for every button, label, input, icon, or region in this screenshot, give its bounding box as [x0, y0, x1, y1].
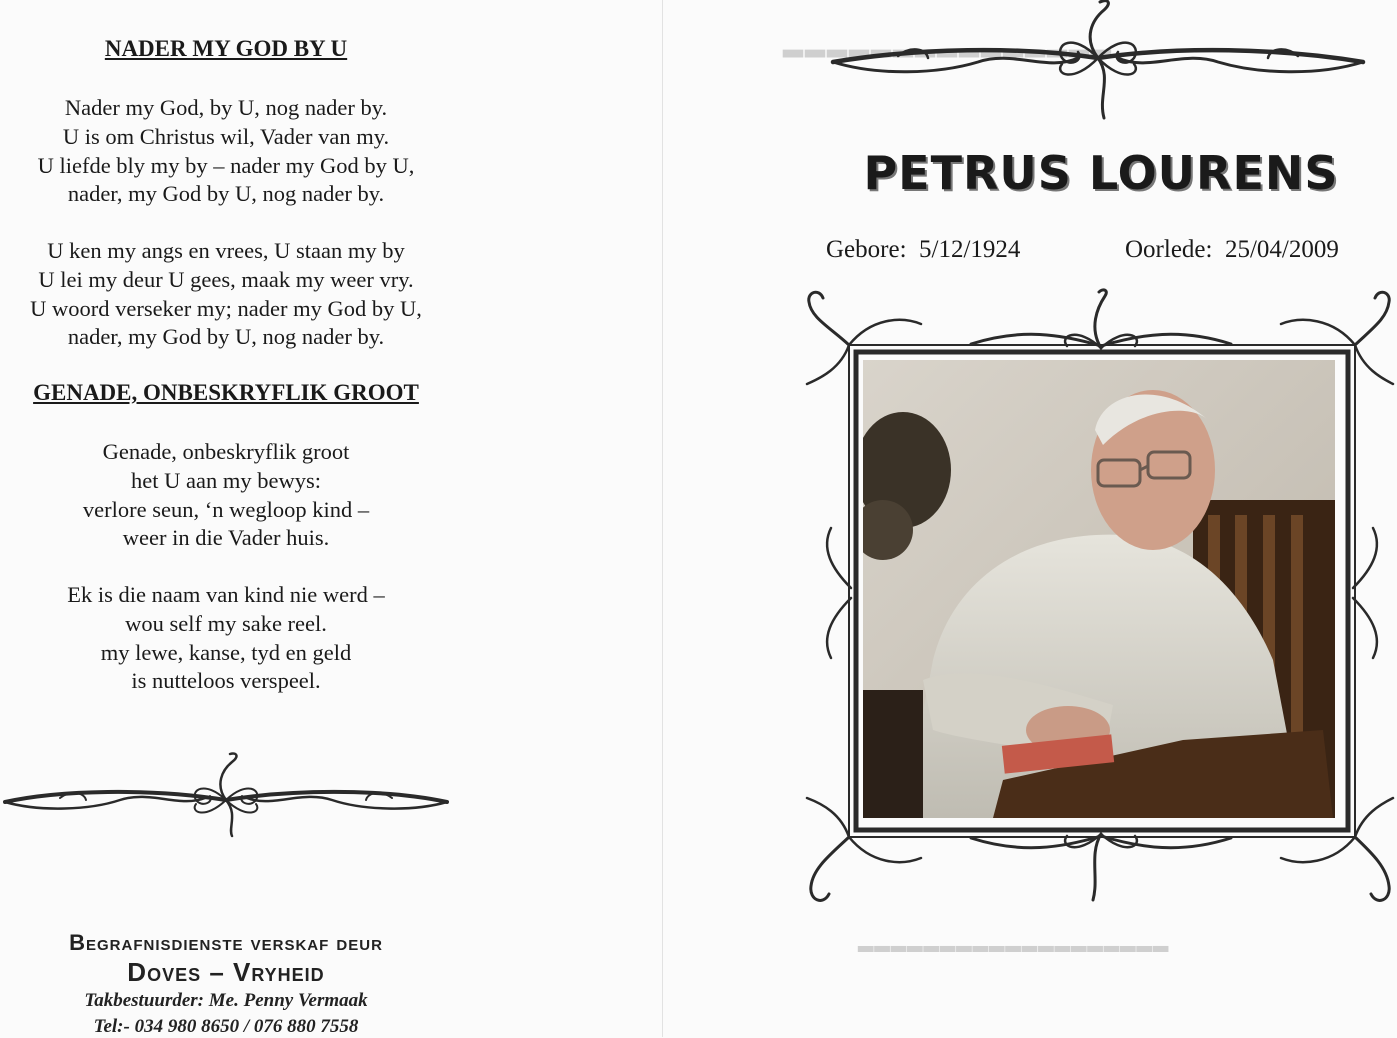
verse-line: is nutteloos verspeel.: [131, 668, 321, 694]
died-label: Oorlede:: [1125, 236, 1213, 263]
verse-line: weer in die Vader huis.: [122, 525, 330, 551]
hymn-1-stanza-2: [0, 237, 452, 352]
born-date: [826, 236, 1020, 264]
born-value: 5/12/1924: [919, 236, 1021, 263]
hymn-1-stanza-1: [0, 94, 452, 209]
born-label: Gebore:: [826, 236, 907, 263]
deceased-name: PETRUS LOURENS: [863, 146, 1339, 200]
verse-line: U is om Christus wil, Vader van my.: [62, 123, 390, 149]
verse-line: Ek is die naam van kind nie werd –: [67, 582, 385, 607]
verse-line: U woord verseker my; nader my God by U,: [30, 295, 422, 321]
hymn-2-stanza-1: [0, 438, 452, 553]
hymn-2-title: GENADE, ONBESKRYFLIK GROOT: [33, 380, 419, 405]
verse-line: nader, my God by U, nog nader by.: [67, 181, 385, 207]
undertaker-phone: Tel:- 034 980 8650 / 076 880 7558: [93, 1016, 359, 1037]
undertaker-name: Doves – Vryheid: [127, 957, 325, 987]
hymn-2-stanza-2: [0, 581, 452, 696]
undertaker-line: Begrafnisdienste verskaf deur: [69, 930, 383, 955]
verse-line: U lei my deur U gees, maak my weer vry.: [38, 266, 414, 292]
verse-line: verlore seun, ‘n wegloop kind –: [82, 496, 370, 522]
verse-line: nader, my God by U, nog nader by.: [67, 324, 385, 350]
verse-line: my lewe, kanse, tyd en geld: [100, 639, 352, 665]
verse-line: U liefde bly my by – nader my God by U,: [37, 152, 415, 178]
back-page: [0, 0, 662, 1037]
flourish-ornament-icon: [828, 0, 1368, 125]
bleed-through-text: ▂▂▂▂▂▂▂▂▂▂▂▂▂▂▂: [783, 28, 1113, 57]
undertaker-manager: Takbestuurder: Me. Penny Vermaak: [84, 990, 368, 1011]
bleed-through-text: ▂▂▂▂▂▂▂▂▂▂▂▂▂▂▂▂▂▂▂: [858, 930, 1170, 952]
ornate-frame-icon: [801, 288, 1397, 918]
died-date: [1125, 236, 1339, 264]
verse-line: Nader my God, by U, nog nader by.: [64, 95, 388, 120]
flourish-ornament-icon: [0, 750, 452, 840]
verse-line: Genade, onbeskryflik groot: [102, 439, 350, 464]
verse-line: wou self my sake reel.: [125, 610, 327, 636]
verse-line: U ken my angs en vrees, U staan my by: [47, 238, 405, 263]
front-page: [663, 0, 1397, 1037]
died-value: 25/04/2009: [1224, 236, 1339, 263]
hymn-1-title: NADER MY GOD BY U: [104, 36, 348, 61]
verse-line: het U aan my bewys:: [131, 467, 321, 493]
